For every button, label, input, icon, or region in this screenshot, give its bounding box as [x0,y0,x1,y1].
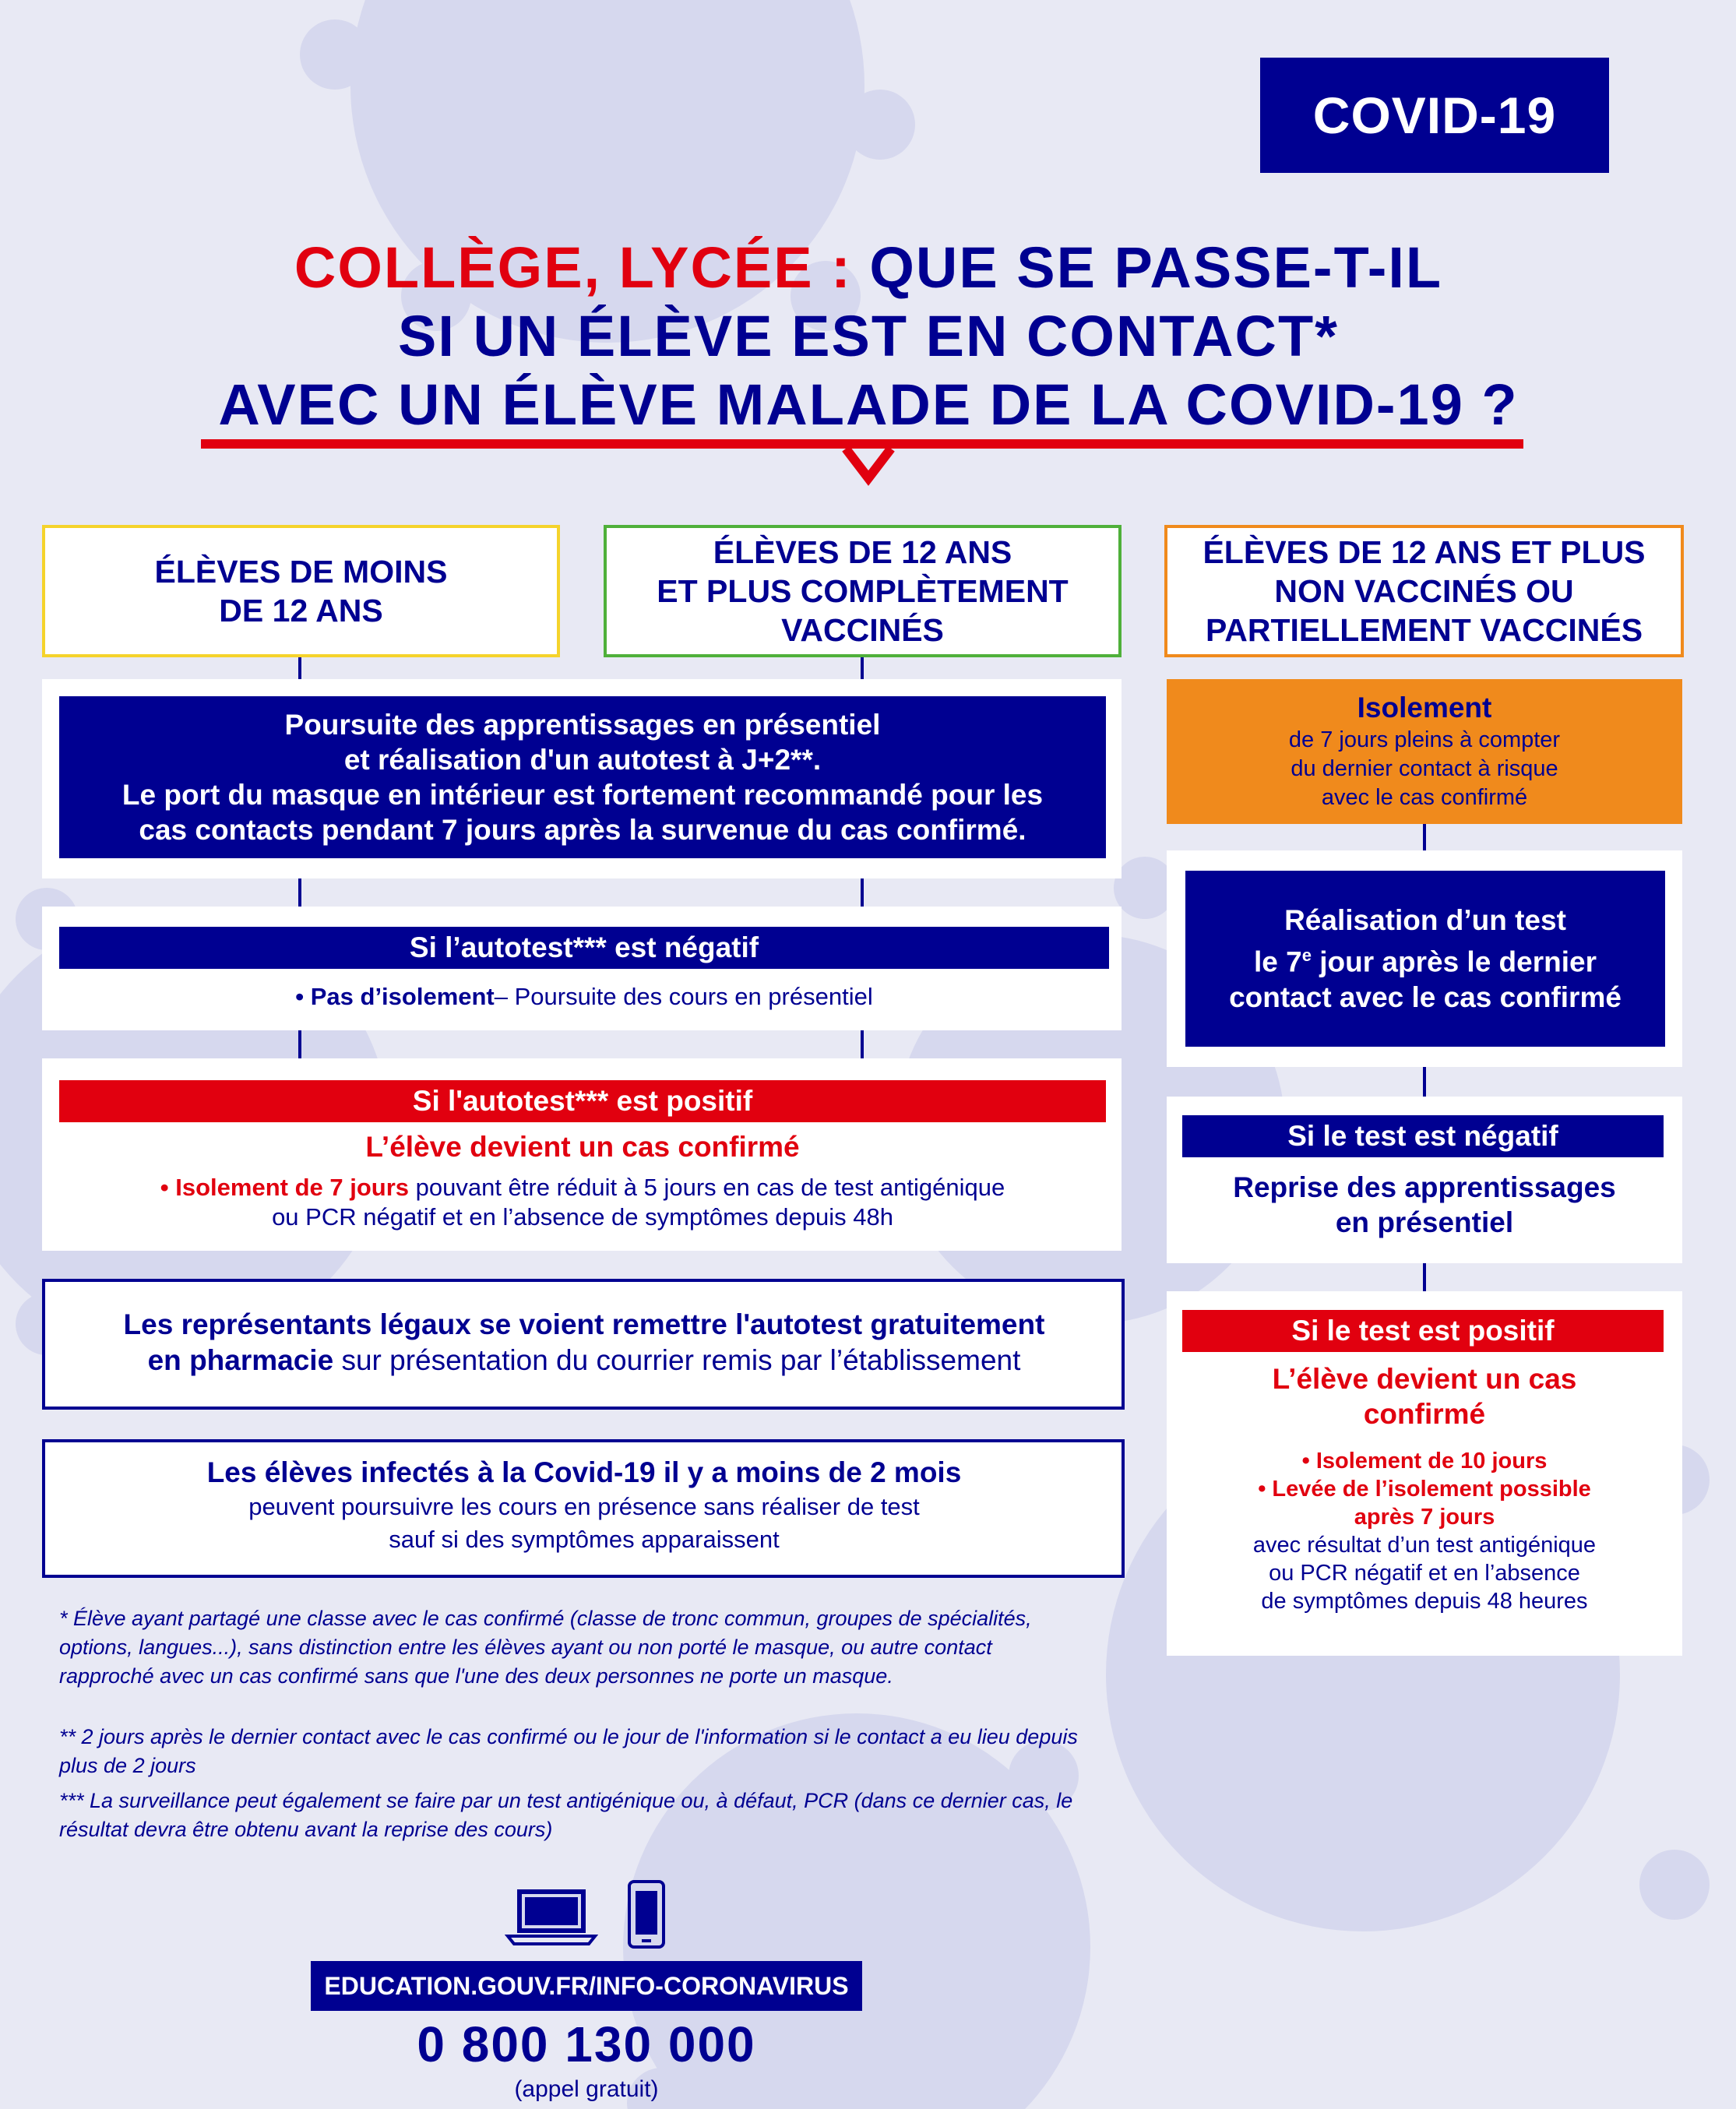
positive-red: • Isolement de 7 jours [160,1174,410,1201]
test-line-a: Réalisation d’un test [1284,904,1566,937]
page-title [117,234,1620,439]
positive-rest2: ou PCR négatif et en l’absence de symptômes depuis 48h [272,1203,893,1231]
right-positive-heading: L’élève devient un cas confirmé [1272,1363,1577,1430]
negative-title: Si l’autotest*** est négatif [409,931,759,963]
infected-bold: Les élèves infectés à la Covid-19 il y a moins de 2 mois [206,1456,962,1488]
isolation-text: de 7 jours pleins à compter du dernier contact à risque avec le cas confirmé [1288,727,1561,810]
header-vaccinated-label: ÉLÈVES DE 12 ANS ET PLUS COMPLÈTEMENT VACCINÉS [657,534,1069,648]
connector [1423,824,1426,850]
connector [861,657,864,679]
chevron-down-icon [841,444,896,488]
smartphone-icon [626,1878,667,1950]
header-under-12-label: ÉLÈVES DE MOINS DE 12 ANS [154,554,448,628]
covid-badge: COVID-19 [1260,58,1609,173]
legal-rep-text [55,1307,1114,1378]
title-line3: AVEC UN ÉLÈVE MALADE DE LA COVID-19 ? [218,372,1519,437]
title-red: COLLÈGE, LYCÉE : [294,235,852,300]
right-positive-bar [1182,1310,1664,1352]
legal-rep-rest: sur présentation du courrier remis par l’établissement [333,1344,1021,1376]
test-sup: e [1301,945,1312,966]
header-unvaccinated-label: ÉLÈVES DE 12 ANS ET PLUS NON VACCINÉS OU PARTIELLEMENT VACCINÉS [1203,534,1646,648]
right-negative-text: Reprise des apprentissages en présentiel [1233,1171,1616,1238]
main-rule-box [59,696,1106,858]
title-line1: QUE SE PASSE-T-IL [869,235,1443,300]
website-url[interactable]: EDUCATION.GOUV.FR/INFO-CORONAVIRUS [324,1971,849,2000]
test-line-c: contact avec le cas confirmé [1229,981,1622,1013]
footnote-1: * Élève ayant partagé une classe avec le cas confirmé (classe de tronc commun, groupes de spécialités, options, langues...), sans distinction entre les élèves ayant ou non porté le masque, ou autre contact rapproché avec un cas confirmé sans que l'une des deux personnes ne porte un masque. [59,1607,1032,1688]
phone-note: (appel gratuit) [514,2076,659,2102]
header-unvaccinated [1164,525,1684,657]
infected-text [55,1456,1114,1556]
test-line-b2: jour après le dernier [1311,945,1597,978]
website-link[interactable] [311,1961,862,2011]
test-line-b [1254,938,1597,979]
positive-rest1: pouvant être réduit à 5 jours en cas de test antigénique [409,1174,1005,1201]
infected-rest1: peuvent poursuivre les cours en présence sans réaliser de test [248,1493,920,1520]
test-box [1185,871,1665,1047]
test-line-b1: le 7 [1254,945,1302,978]
header-vaccinated [604,525,1122,657]
right-negative-bar [1182,1115,1664,1157]
negative-title-bar [59,927,1109,969]
negative-rest: – Poursuite des cours en présentiel [494,983,873,1010]
phone-number[interactable]: 0 800 130 000 [417,2016,756,2072]
positive-heading: L’élève devient un cas confirmé [365,1131,800,1163]
legal-rep-bold1: Les représentants légaux se voient remettre l'autotest gratuitement [123,1308,1045,1340]
connector [861,878,864,907]
header-under-12 [42,525,560,657]
positive-title: Si l'autotest*** est positif [412,1085,753,1117]
right-negative-title: Si le test est négatif [1287,1120,1558,1152]
connector [298,1030,301,1058]
infected-rest2: sauf si des symptômes apparaissent [389,1526,780,1553]
legal-rep-bold2: en pharmacie [147,1344,334,1376]
negative-bold: • Pas d’isolement [295,983,495,1010]
footnote-2: ** 2 jours après le dernier contact avec le cas confirmé ou le jour de l'information si le contact a eu lieu depuis plus de 2 jours [59,1725,1078,1777]
positive-text [59,1173,1106,1232]
connector [298,657,301,679]
right-positive-text: avec résultat d’un test antigénique ou PCR négatif et en l’absence de symptômes depuis 48 heures [1252,1533,1597,1614]
laptop-icon [505,1885,598,1947]
connector [298,878,301,907]
connector [1423,1067,1426,1097]
positive-title-bar [59,1080,1106,1122]
connector [861,1030,864,1058]
title-line2: SI UN ÉLÈVE EST EN CONTACT* [398,304,1339,368]
footnote-3: *** La surveillance peut également se faire par un test antigénique ou, à défaut, PCR (dans ce dernier cas, le résultat devra être obtenu avant la reprise des cours) [59,1789,1073,1841]
main-rule-text: Poursuite des apprentissages en présentiel et réalisation d'un autotest à J+2**. Le port du masque en intérieur est fortement recommandé pour les cas contacts pendant 7 jours après la survenue du cas confirmé. [121,709,1044,846]
connector [1423,1263,1426,1291]
right-positive-title: Si le test est positif [1291,1315,1555,1347]
isolation-title: Isolement [1357,692,1492,724]
right-positive-red: • Isolement de 10 jours • Levée de l’isolement possible après 7 jours [1258,1449,1591,1530]
negative-text [59,983,1109,1011]
